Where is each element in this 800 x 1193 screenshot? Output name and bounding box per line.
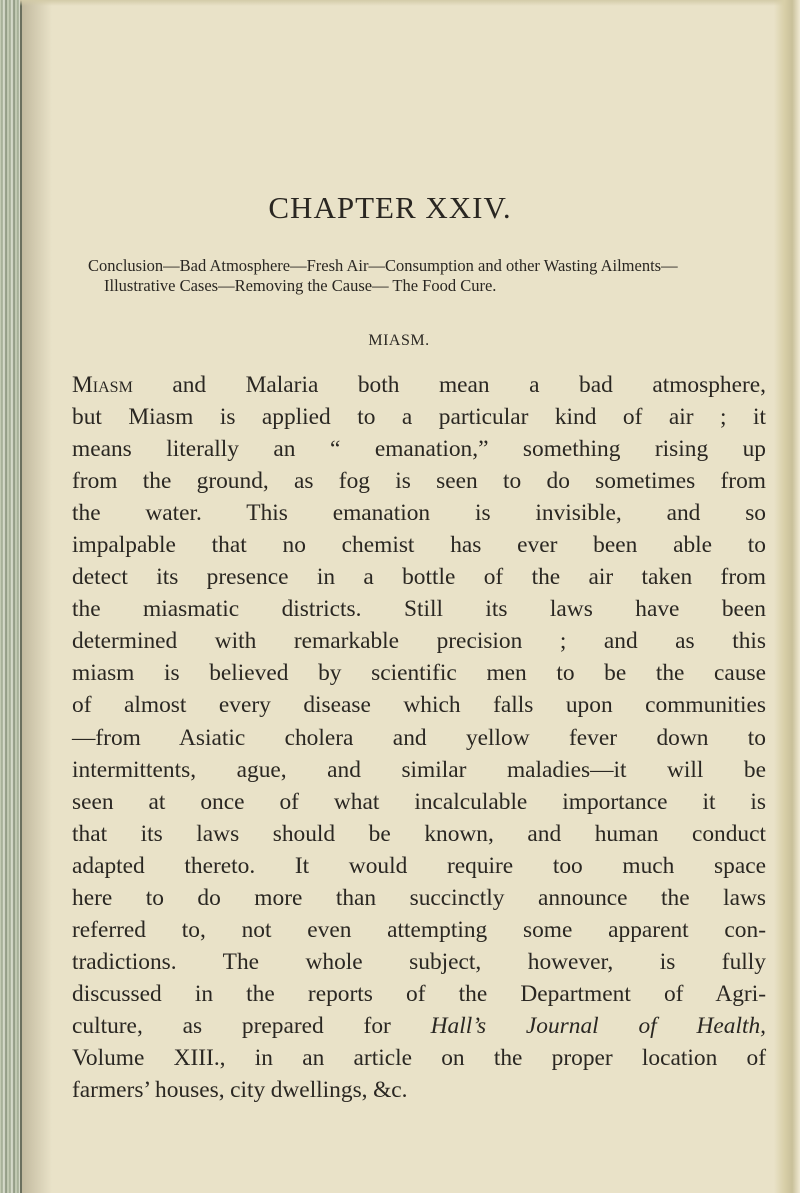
page-right-edge xyxy=(774,0,800,1193)
paragraph-line: of almost every disease which falls upon communities xyxy=(72,692,766,719)
paragraph-line: but Miasm is applied to a particular kind of air ; it xyxy=(72,404,766,431)
chapter-synopsis: Conclusion—Bad Atmosphere—Fresh Air—Consumption and other Wasting Ailments—Illustrative Cases—Removing the Cause— The Food Cure. xyxy=(88,256,678,295)
paragraph-line: tradictions. The whole subject, however, is fully xyxy=(72,948,766,975)
paragraph-line: intermittents, ague, and similar maladies—it will be xyxy=(72,756,766,783)
paragraph-line: miasm is believed by scientific men to be the cause xyxy=(72,660,766,687)
paragraph-line: means literally an “ emanation,” something rising up xyxy=(72,436,766,463)
paragraph-line: Miasm and Malaria both mean a bad atmosphere, xyxy=(72,372,766,398)
section-heading: MIASM. xyxy=(368,332,430,349)
paragraph-line: —from Asiatic cholera and yellow fever down to xyxy=(72,724,766,751)
body-paragraph xyxy=(72,369,766,1106)
paragraph-line: determined with remarkable precision ; and as this xyxy=(72,628,766,655)
paragraph-line: the miasmatic districts. Still its laws have been xyxy=(72,596,766,623)
gutter-shadow xyxy=(22,0,52,1193)
paragraph-line: seen at once of what incalculable importance it is xyxy=(72,788,766,815)
paragraph-line: here to do more than succinctly announce the laws xyxy=(72,884,766,911)
paragraph-line: referred to, not even attempting some apparent con- xyxy=(72,916,766,943)
chapter-title: CHAPTER XXIV. xyxy=(268,190,512,225)
paragraph-line: culture, as prepared for Hall’s Journal of Health, xyxy=(72,1012,766,1039)
journal-title: Hall’s Journal of Health, xyxy=(430,1012,766,1039)
page-top-edge xyxy=(20,0,800,6)
paragraph-line: adapted thereto. It would require too much space xyxy=(72,852,766,879)
book-page xyxy=(72,190,766,1106)
paragraph-line: discussed in the reports of the Department of Agri- xyxy=(72,980,766,1007)
paragraph-line: farmers’ houses, city dwellings, &c. xyxy=(72,1077,408,1104)
paragraph-line: that its laws should be known, and human conduct xyxy=(72,820,766,847)
paragraph-line: from the ground, as fog is seen to do sometimes from xyxy=(72,468,766,495)
book-binding xyxy=(0,0,22,1193)
paragraph-line: impalpable that no chemist has ever been able to xyxy=(72,532,766,559)
lead-word: Miasm xyxy=(72,372,133,398)
paragraph-line: detect its presence in a bottle of the air taken from xyxy=(72,564,766,591)
paragraph-line: Volume XIII., in an article on the proper location of xyxy=(72,1044,766,1071)
paragraph-line: the water. This emanation is invisible, and so xyxy=(72,500,766,527)
